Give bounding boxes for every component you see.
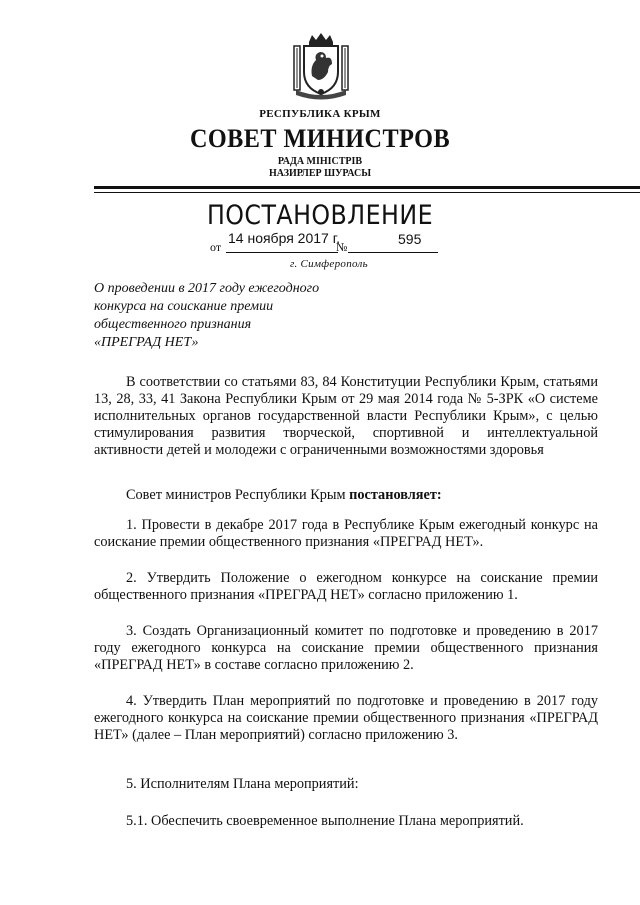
item-5-1-text: 5.1. Обеспечить своевременное выполнение Плана мероприятий. [126, 813, 524, 829]
header-rule-thick [94, 186, 640, 189]
item-5-text: 5. Исполнителям Плана мероприятий: [126, 776, 359, 792]
item-3 [94, 623, 598, 674]
item-2-text: 2. Утвердить Положение о ежегодном конкурсе на соискание премии общественного признания «ПРЕГРАД НЕТ» согласно приложению 1. [94, 570, 598, 603]
subject-line: конкурса на соискание премии [94, 299, 274, 314]
council-other-languages [0, 156, 640, 180]
decree-date: 14 ноября 2017 г. [228, 230, 340, 246]
item-1-text: 1. Провести в декабре 2017 года в Республике Крым ежегодный конкурс на соискание премии общественного признания «ПРЕГРАД НЕТ». [94, 517, 598, 550]
preamble-paragraph [94, 374, 598, 459]
preamble-text: В соответствии со статьями 83, 84 Конституции Республики Крым, статьями 13, 28, 33, 41 Закона Республики Крым от 29 мая 2014 года № 5-ЗРК «О системе исполнительных органов государственной власти Республики Крым», с целью стимулирования развития творческой, спортивной и интеллектуальной активности детей и молодежи с ограниченными возможностями здоровья [94, 374, 598, 458]
subject-line: общественного признания [94, 317, 252, 332]
rada-line-crimean-tatar: НАЗИРЛЕР ШУРАСЫ [268, 168, 372, 179]
date-prefix: от [210, 240, 222, 254]
council-title: СОВЕТ МИНИСТРОВ [189, 124, 451, 153]
item-4 [94, 693, 598, 744]
resolves-keyword: постановляет: [349, 487, 442, 503]
decree-number: 595 [398, 231, 422, 247]
item-1 [94, 517, 598, 551]
number-sign: № [336, 240, 348, 254]
subject-line: «ПРЕГРАД НЕТ» [94, 335, 199, 350]
decree-city: г. Симферополь [290, 258, 368, 270]
date-underline [226, 252, 338, 253]
coat-of-arms-icon [292, 32, 350, 100]
item-3-text: 3. Создать Организационный комитет по подготовке и проведению в 2017 году ежегодного конкурса на соискание премии общественного признания «ПРЕГРАД НЕТ» в составе согласно приложению 2. [94, 623, 598, 673]
header-rule-thin [94, 192, 640, 193]
rada-line-ukrainian: РАДА МІНІСТРІВ [277, 156, 363, 167]
subject-line: О проведении в 2017 году ежегодного [94, 281, 320, 296]
item-5 [94, 776, 598, 793]
number-underline [348, 252, 438, 253]
resolves-prefix: Совет министров Республики Крым [126, 487, 350, 503]
resolves-text [94, 487, 598, 504]
resolves-paragraph [94, 487, 598, 504]
item-2 [94, 570, 598, 604]
item-5-1 [94, 813, 598, 830]
decree-subject [94, 280, 394, 352]
republic-name: РЕСПУБЛИКА КРЫМ [259, 108, 381, 120]
item-4-text: 4. Утвердить План мероприятий по подготовке и проведению в 2017 году ежегодного конкурса на соискание премии общественного признания «ПРЕГРАД НЕТ» (далее – План мероприятий) согласно приложению 3. [94, 693, 598, 743]
decree-title: ПОСТАНОВЛЕНИЕ [206, 200, 434, 231]
